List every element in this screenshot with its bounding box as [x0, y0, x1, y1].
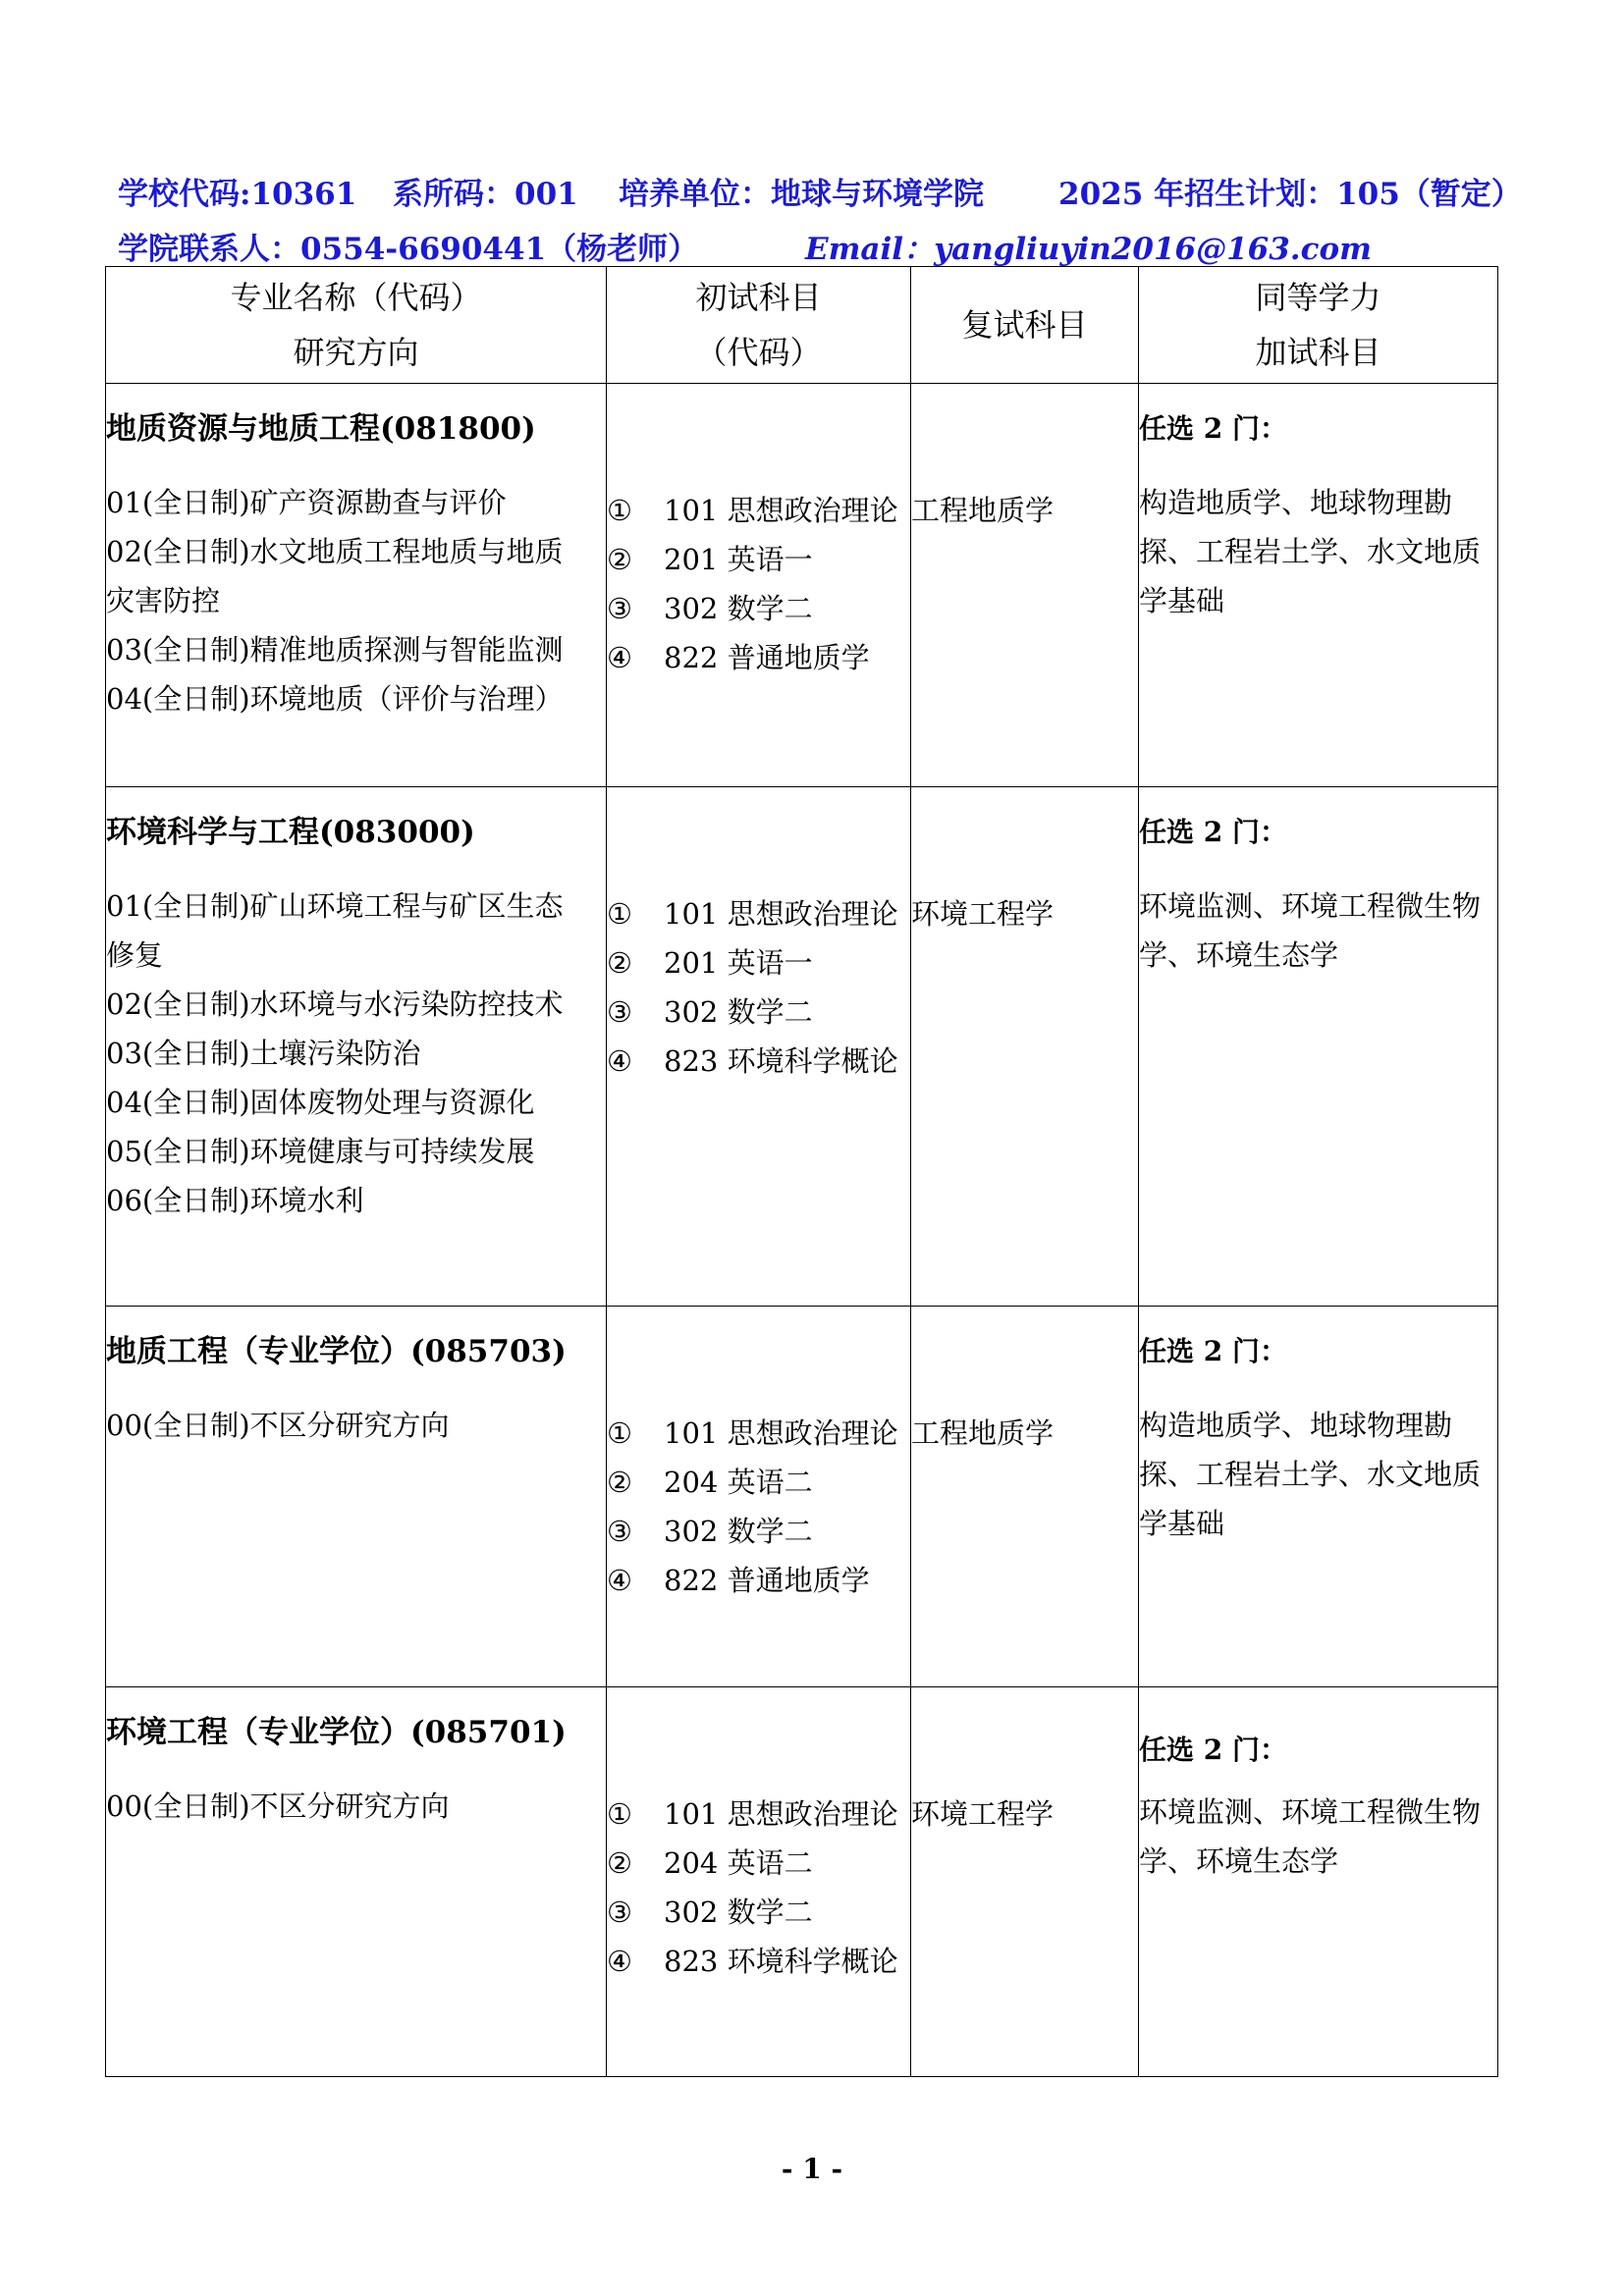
subjects-cell — [607, 1307, 911, 1687]
admission-table — [105, 266, 1498, 2077]
list-item: ② 201 英语一 — [607, 946, 813, 980]
table-row — [106, 787, 1498, 1307]
extra-cell: 任选 2 门： 环境监测、环境工程微生物 学、环境生态学 — [1139, 787, 1498, 1307]
list-item: ③ 302 数学二 — [607, 995, 813, 1029]
extra-cell: 任选 2 门： 构造地质学、地球物理勘 探、工程岩土学、水文地质 学基础 — [1139, 1307, 1498, 1687]
page-number: - 1 - — [781, 2153, 843, 2185]
list-item: ④ 822 普通地质学 — [607, 1564, 870, 1597]
list-item: ① 101 思想政治理论 — [607, 1416, 898, 1450]
subject-list — [607, 889, 910, 1086]
major-name: 环境工程（专业学位）(085701) — [106, 1715, 567, 1750]
major-name: 地质资源与地质工程(081800) — [106, 411, 536, 447]
major-cell — [106, 384, 607, 787]
table-row — [106, 1307, 1498, 1687]
directions: 01(全日制)矿山环境工程与矿区生态 修复 02(全日制)水环境与水污染防控技术 03(全日制)土壤污染防治 04(全日制)固体废物处理与资源化 05(全日制)环境健康与可持续发展 06(全日制)环境水利 — [106, 889, 564, 1217]
major-cell — [106, 787, 607, 1307]
subjects-cell — [607, 787, 911, 1307]
directions: 01(全日制)矿产资源勘查与评价 02(全日制)水文地质工程地质与地质 灾害防控 03(全日制)精准地质探测与智能监测 04(全日制)环境地质（评价与治理） — [106, 486, 564, 716]
list-item: ① 101 思想政治理论 — [607, 897, 898, 931]
major-name: 地质工程（专业学位）(085703) — [106, 1334, 567, 1369]
header-retest: 复试科目 — [911, 267, 1139, 384]
major-cell — [106, 1307, 607, 1687]
list-item: ③ 302 数学二 — [607, 592, 813, 625]
list-item: ④ 823 环境科学概论 — [607, 1044, 898, 1078]
list-item: ③ 302 数学二 — [607, 1515, 813, 1548]
contact: 学院联系人：0554-6690441（杨老师） — [118, 232, 699, 267]
retest-cell: 工程地质学 — [911, 384, 1139, 787]
subject-list — [607, 1409, 910, 1605]
table-header-row — [106, 267, 1498, 384]
school-code: 学校代码:10361 — [118, 177, 357, 212]
directions: 00(全日制)不区分研究方向 — [106, 1409, 450, 1442]
extra-cell: 任选 2 门： 环境监测、环境工程微生物 学、环境生态学 — [1139, 1687, 1498, 2077]
header-exam-subjects: 初试科目 （代码） — [607, 267, 911, 384]
subjects-cell — [607, 384, 911, 787]
list-item: ② 204 英语二 — [607, 1846, 813, 1880]
list-item: ④ 823 环境科学概论 — [607, 1945, 898, 1978]
header-major: 专业名称（代码） 研究方向 — [106, 267, 607, 384]
list-item: ① 101 思想政治理论 — [607, 494, 898, 527]
enrollment-plan: 2025 年招生计划：105（暂定） — [1058, 177, 1522, 212]
extra-cell: 任选 2 门： 构造地质学、地球物理勘 探、工程岩土学、水文地质 学基础 — [1139, 384, 1498, 787]
table-row — [106, 1687, 1498, 2077]
retest-cell: 环境工程学 — [911, 1687, 1139, 2077]
major-cell — [106, 1687, 607, 2077]
header-extra-exam: 同等学力 加试科目 — [1139, 267, 1498, 384]
list-item: ② 204 英语二 — [607, 1466, 813, 1499]
subject-list — [607, 486, 910, 682]
subject-list — [607, 1789, 910, 1986]
retest-cell: 工程地质学 — [911, 1307, 1139, 1687]
list-item: ① 101 思想政治理论 — [607, 1797, 898, 1831]
subjects-cell — [607, 1687, 911, 2077]
retest-cell: 环境工程学 — [911, 787, 1139, 1307]
training-unit: 培养单位：地球与环境学院 — [619, 177, 984, 212]
list-item: ② 201 英语一 — [607, 543, 813, 576]
dept-code: 系所码：001 — [393, 177, 578, 212]
major-name: 环境科学与工程(083000) — [106, 815, 475, 850]
list-item: ④ 822 普通地质学 — [607, 641, 870, 674]
directions: 00(全日制)不区分研究方向 — [106, 1789, 450, 1823]
email: Email：yangliuyin2016@163.com — [805, 232, 1372, 267]
table-row — [106, 384, 1498, 787]
list-item: ③ 302 数学二 — [607, 1896, 813, 1929]
